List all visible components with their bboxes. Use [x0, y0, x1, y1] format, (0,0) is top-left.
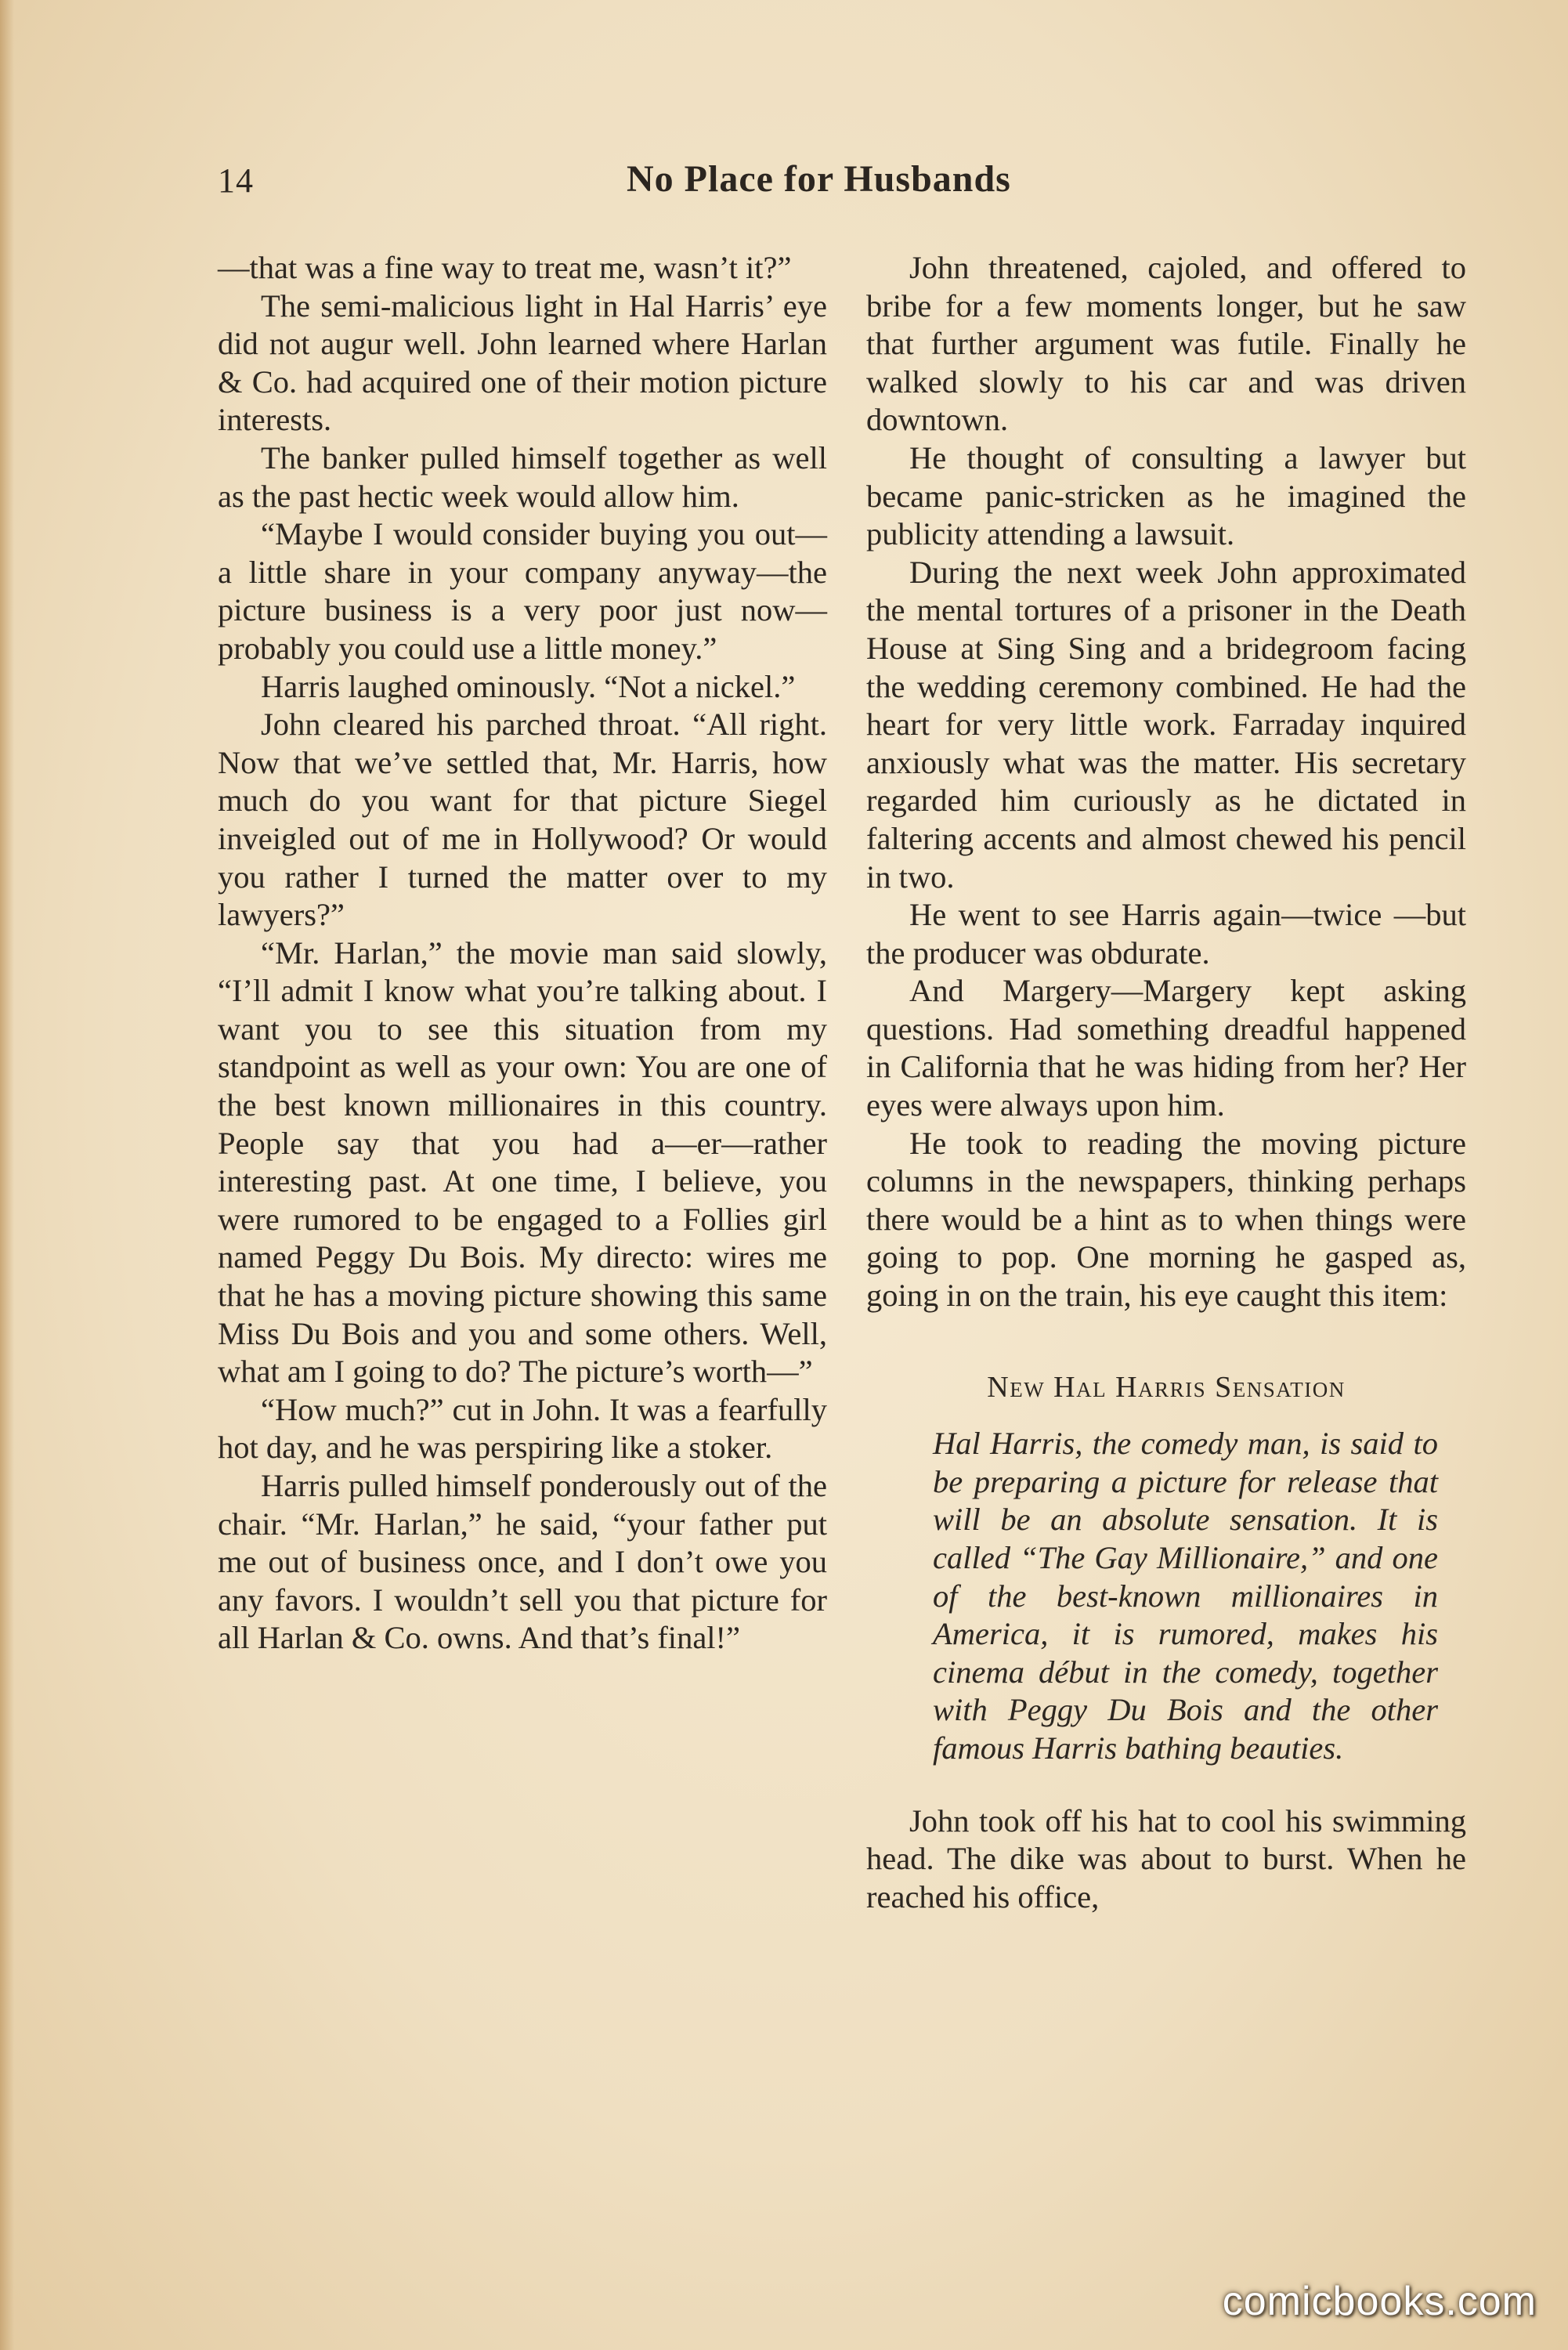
paragraph: During the next week John approximated the mental tortures of a prisoner in the Death House at Sing Sing and a bridegroom facing the wedding ceremony combined. He had the heart for very little work. Farraday inquired anxiously what was the matter. His secretary regarded him curiously as he dictated in faltering accents and almost chewed his pencil in two. — [866, 554, 1466, 895]
right-column — [866, 249, 1466, 1916]
left-column — [218, 249, 827, 1658]
page-number: 14 — [218, 161, 254, 200]
paragraph: —that was a fine way to treat me, wasn’t it?” — [218, 250, 792, 285]
watermark-logo: comicbooks.com — [1222, 2279, 1537, 2324]
news-item-headline: New Hal Harris Sensation — [987, 1370, 1346, 1404]
news-item-body: Hal Harris, the comedy man, is said to be preparing a picture for release that will be an absolute sensation. It is called “The Gay Millionaire,” and one of the best-known millionaires in America, it is rumored, makes his cinema début in the comedy, together with Peggy Du Bois and the other famous Harris bathing beauties. — [933, 1426, 1438, 1766]
paragraph: “Maybe I would consider buying you out—a little share in your company anyway—the picture business is a very poor just now—probably you could use a little money.” — [218, 516, 827, 666]
paragraph: Harris pulled himself ponderously out of the chair. “Mr. Harlan,” he said, “your father put me out of business once, and I don’t owe you any favors. I wouldn’t sell you that picture for all Harlan & Co. owns. And that’s final!” — [218, 1468, 827, 1656]
paragraph: John took off his hat to cool his swimming head. The dike was about to burst. When he reached his office, — [866, 1802, 1466, 1914]
paragraph: He went to see Harris again—twice —but the producer was obdurate. — [866, 897, 1466, 971]
running-title: No Place for Husbands — [627, 158, 1011, 200]
paragraph: “Mr. Harlan,” the movie man said slowly, “I’ll admit I know what you’re talking about. I want you to see this situation from my standpoint as well as your own: You are one of the best known millionaires in this country. People say that you had a—er—rather interesting past. At one time, I believe, you were rumored to be engaged to a Follies girl named Peggy Du Bois. My directo: wires me that he has a moving picture showing this same Miss Du Bois and you and some others. Well, what am I going to do? The picture’s worth—” — [218, 935, 827, 1390]
paragraph: Harris laughed ominously. “Not a nickel.” — [261, 668, 796, 704]
paragraph: The banker pulled himself together as well as the past hectic week would allow him. — [218, 439, 827, 514]
paragraph: John threatened, cajoled, and offered to bribe for a few moments longer, but he saw that further argument was futile. Finally he walked slowly to his car and was driven downtown. — [866, 250, 1466, 438]
paragraph: He took to reading the moving picture columns in the newspapers, thinking perhaps there would be a hint as to when things were going to pop. One morning he gasped as, going in on the train, his eye caught this item: — [866, 1125, 1466, 1314]
page-header — [0, 158, 1568, 215]
paragraph: He thought of consulting a lawyer but became panic-stricken as he imagined the publicity attending a lawsuit. — [866, 439, 1466, 552]
paragraph: “How much?” cut in John. It was a fearfully hot day, and he was perspiring like a stoker. — [218, 1391, 827, 1466]
page-edge-shadow — [0, 0, 14, 2350]
paragraph: And Margery—Margery kept asking questions. Had something dreadful happened in California that he was hiding from her? Her eyes were always upon him. — [866, 973, 1466, 1123]
paragraph: John cleared his parched throat. “All right. Now that we’ve settled that, Mr. Harris, how much do you want for that picture Siegel inveigled out of me in Hollywood? Or would you rather I turned the matter over to my lawyers?” — [218, 707, 827, 933]
paragraph: The semi-malicious light in Hal Harris’ eye did not augur well. John learned where Harlan & Co. had acquired one of their motion picture interests. — [218, 287, 827, 438]
